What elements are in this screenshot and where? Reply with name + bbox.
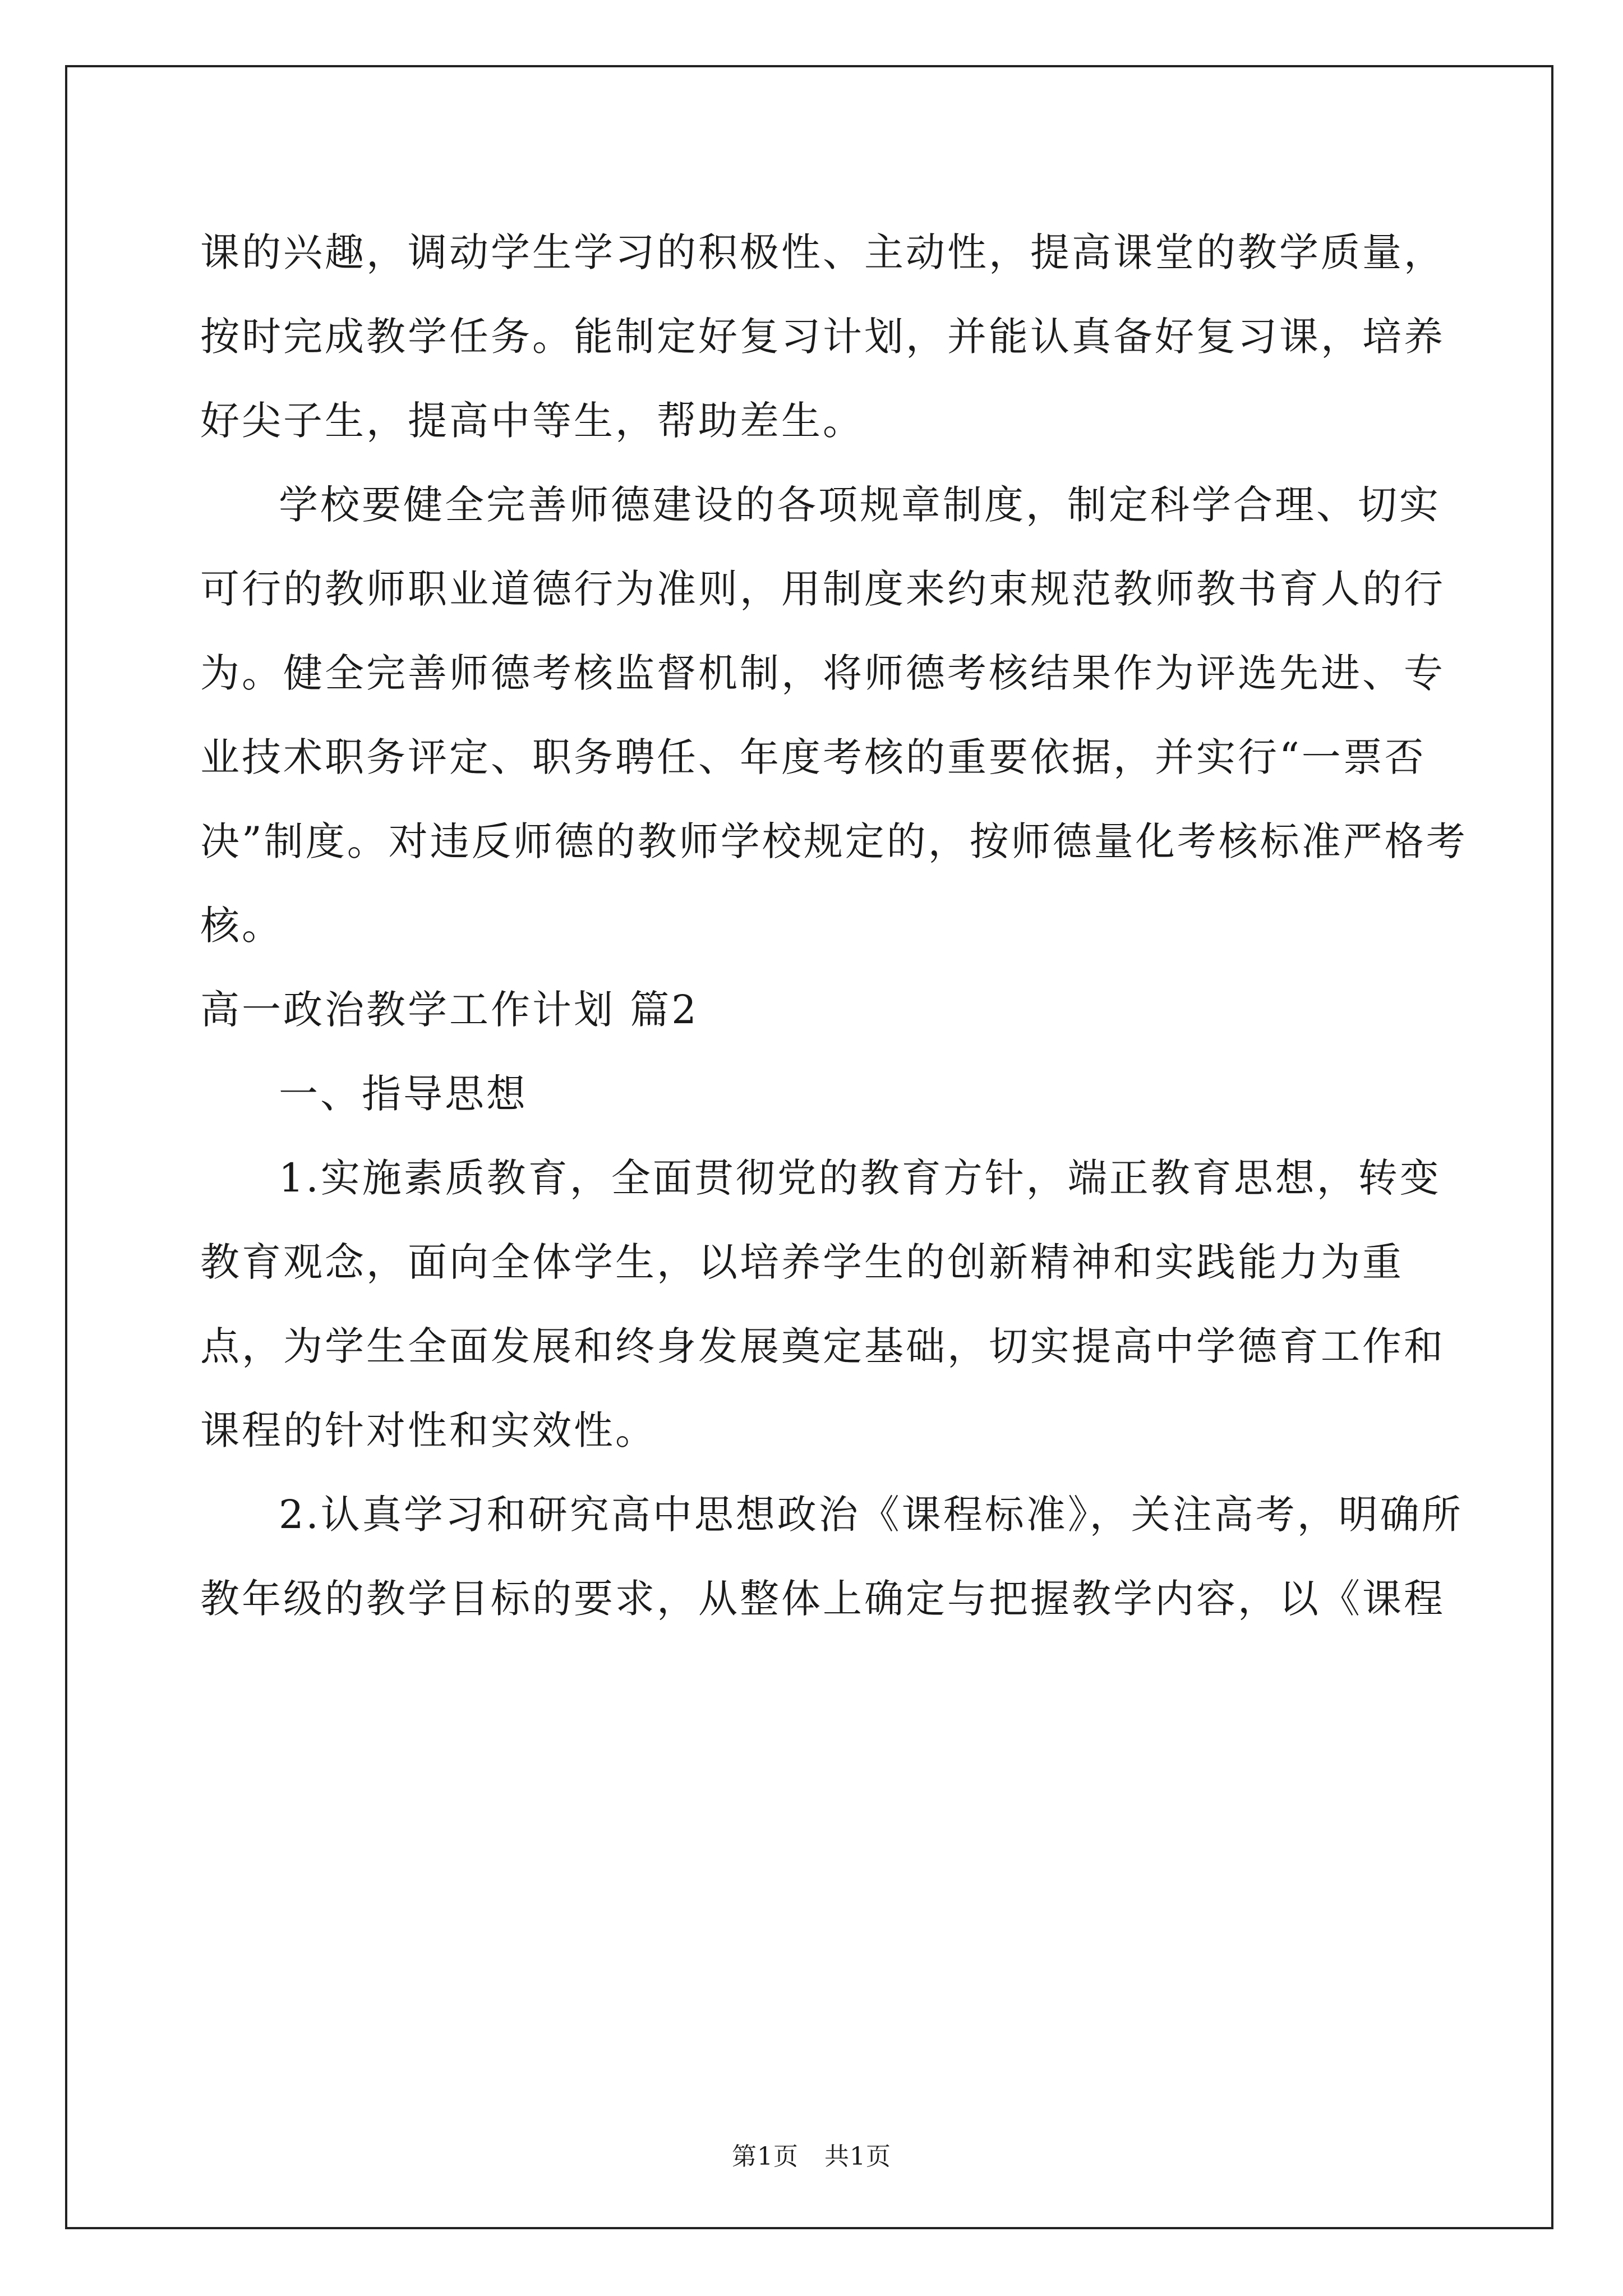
document-body [200,210,1468,1641]
paragraph-item-1: 1.实施素质教育，全面贯彻党的教育方针，端正教育思想，转变教育观念，面向全体学生，以培养学生的创新精神和实践能力为重点，为学生全面发展和终身发展奠定基础，切实提高中学德育工作和课程的针对性和实效性。 [200,1155,1445,1453]
page-total: 共1页 [824,2142,891,2171]
paragraph-item-2: 2.认真学习和研究高中思想政治《课程标准》，关注高考，明确所教年级的教学目标的要求，从整体上确定与把握教学内容，以《课程 [200,1492,1463,1622]
paragraph-teacher-ethics: 学校要健全完善师德建设的各项规章制度，制定科学合理、切实可行的教师职业道德行为准则，用制度来约束规范教师教书育人的行为。健全完善师德考核监督机制，将师德考核结果作为评选先进、专业技术职务评定、职务聘任、年度考核的重要依据，并实行“一票否决”制度。对违反师德的教师学校规定的，按师德量化考核标准严格考核。 [200,482,1468,949]
page-number: 第1页 [732,2142,799,2171]
subheading-guiding-ideology: 一、指导思想 [279,1071,528,1117]
page-footer [0,2136,1623,2172]
section-heading: 高一政治教学工作计划 篇2 [200,987,699,1033]
paragraph-continuation: 课的兴趣，调动学生学习的积极性、主动性，提高课堂的教学质量，按时完成教学任务。能制定好复习计划，并能认真备好复习课，培养好尖子生，提高中等生，帮助差生。 [200,229,1445,444]
